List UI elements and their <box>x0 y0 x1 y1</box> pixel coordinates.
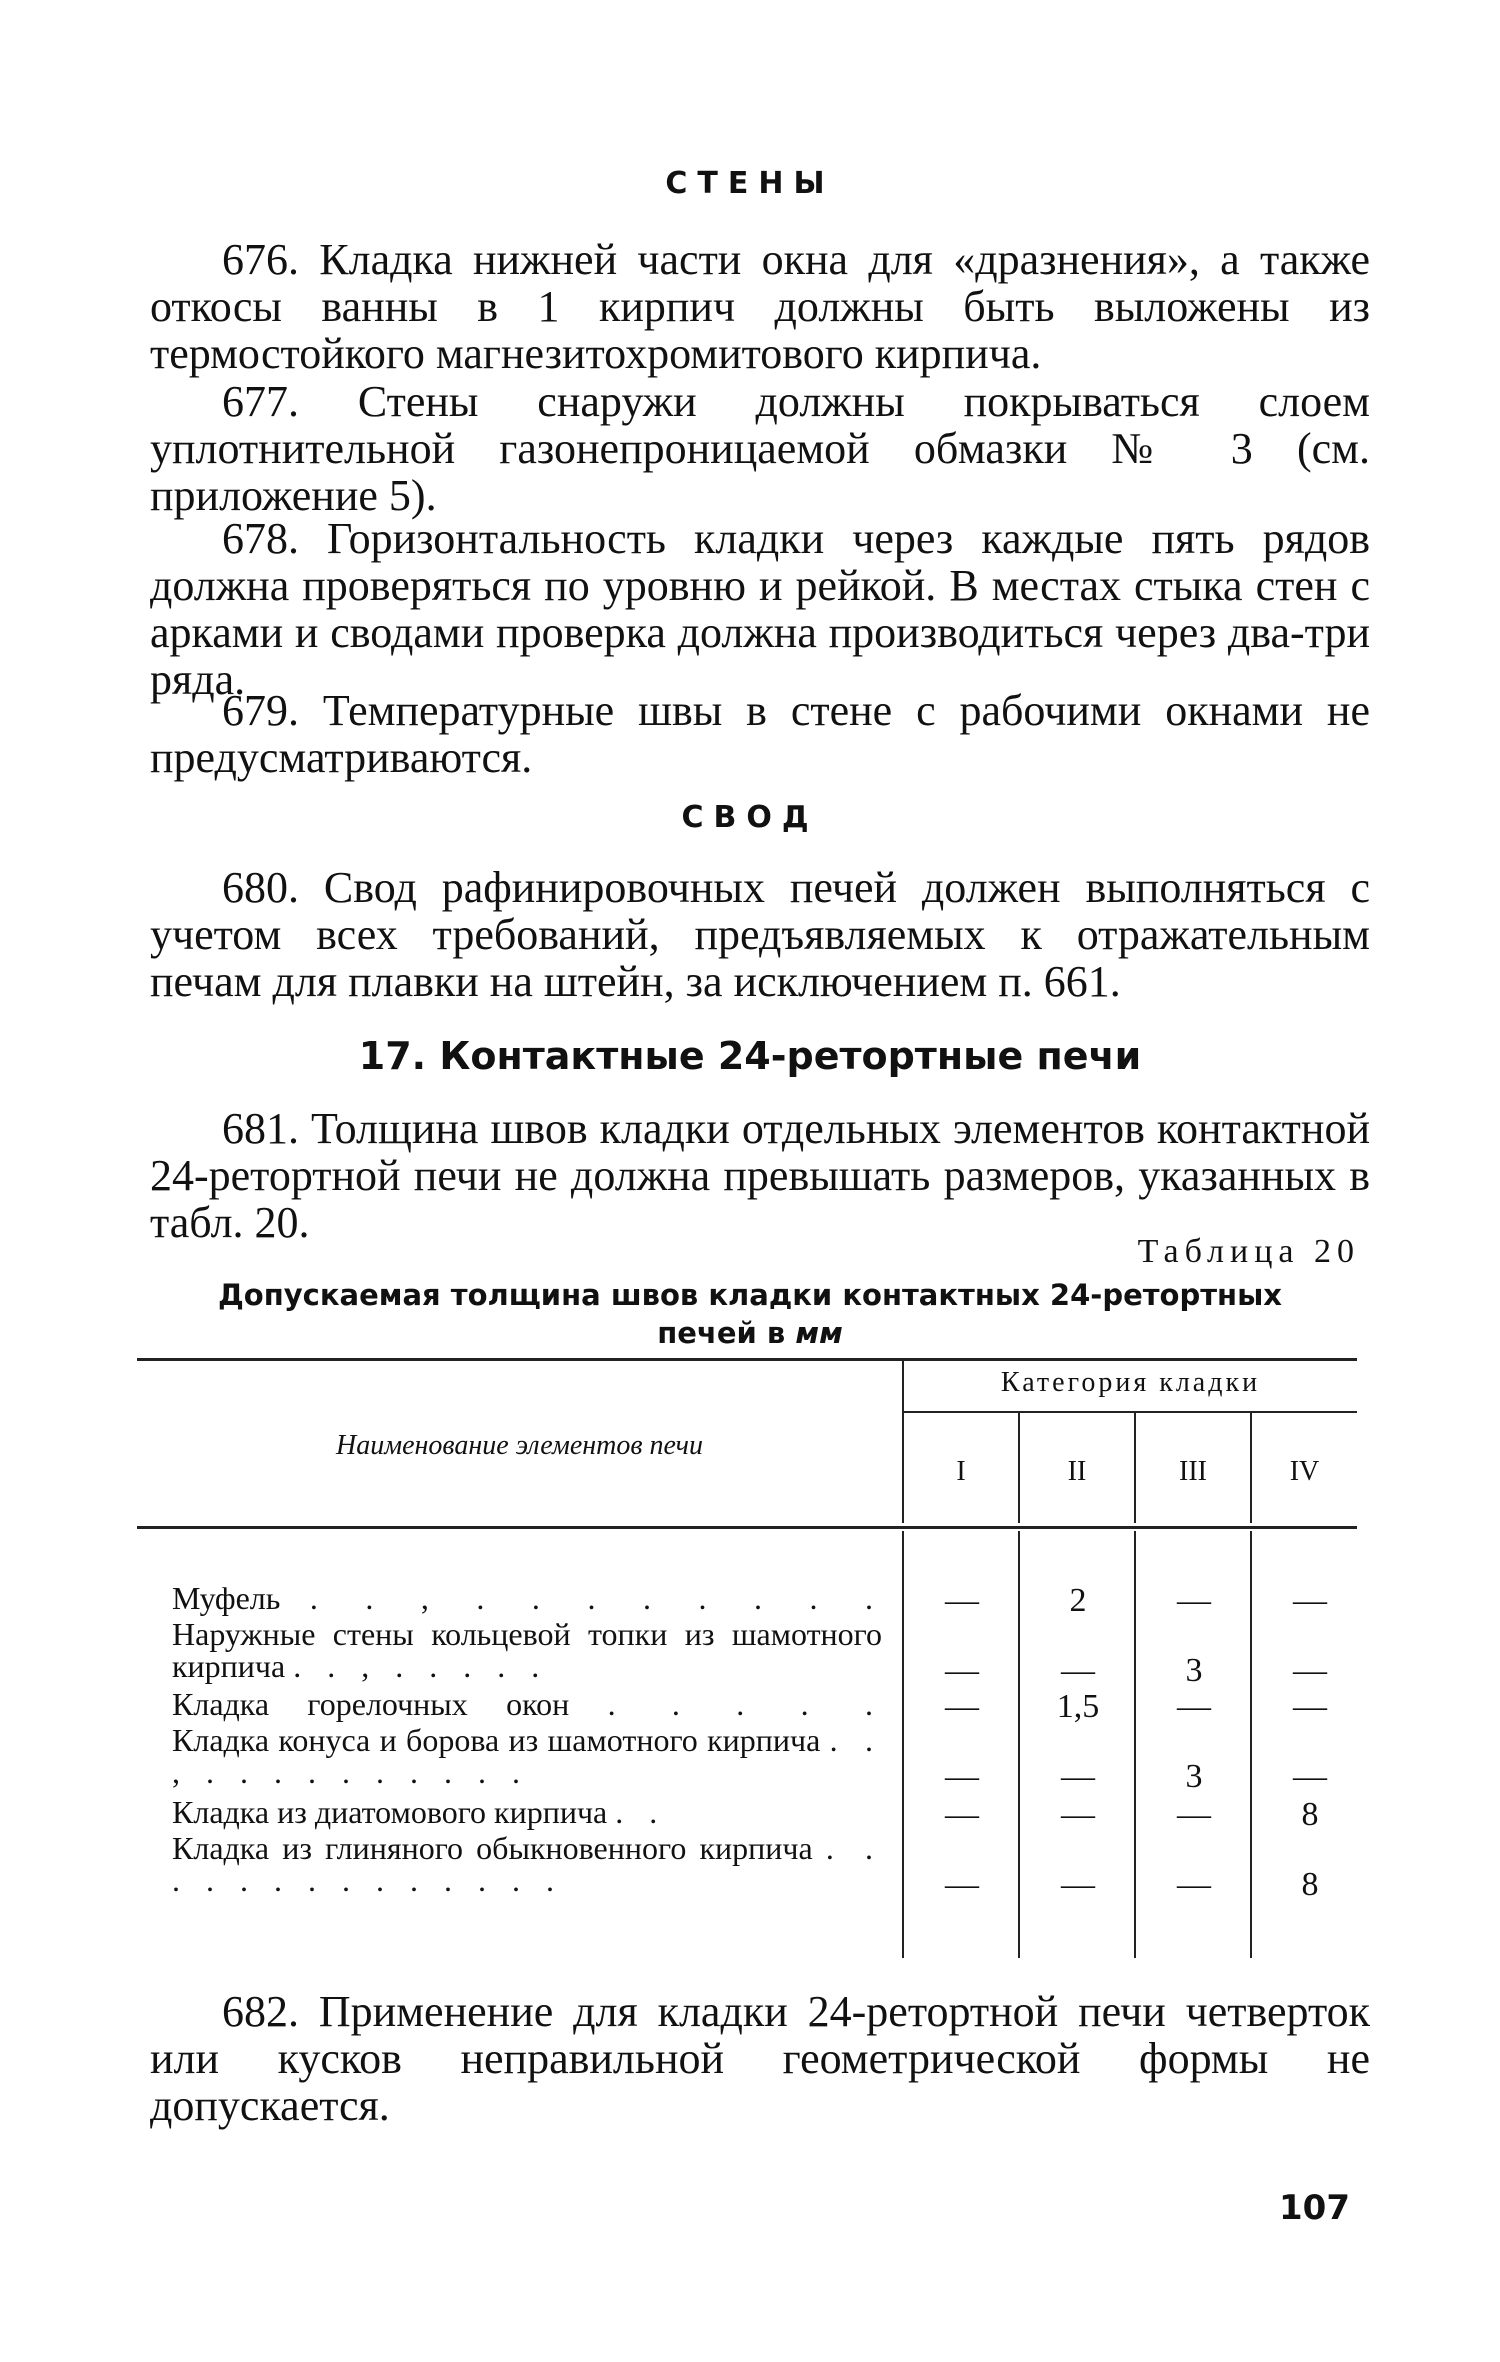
table-cell: — <box>1293 1688 1327 1725</box>
table-row-label: Муфель . . , . . . . . . . . <box>172 1580 883 1616</box>
table-cell: — <box>1061 1758 1095 1795</box>
page-number: 107 <box>1279 2188 1350 2228</box>
paragraph-676: 676. Кладка нижней части окна для «дразнения», а также откосы ванны в 1 кирпич должны быть выложены из термостойкого магнезитохромитового кирпича. <box>150 235 1370 378</box>
table-cell: — <box>1293 1652 1327 1689</box>
table-caption-main: Допускаемая толщина швов кладки контактных 24-ретортных печей в <box>217 1278 1283 1350</box>
table-top-rule <box>137 1358 1357 1361</box>
table-row-label: Кладка конуса и борова из шамотного кирпича . . , . . . . . . . . . . <box>172 1722 883 1790</box>
table-cell: — <box>1293 1582 1327 1619</box>
table-cell: 1,5 <box>1056 1688 1100 1725</box>
table-cell: — <box>1293 1758 1327 1795</box>
paragraph-678: 678. Горизонтальность кладки через каждые пять рядов должна проверяться по уровню и рейкой. В местах стыка стен с арками и сводами проверка должна производиться через два-три ряда. <box>150 514 1370 704</box>
table-cell: — <box>945 1796 979 1833</box>
table-cell: — <box>945 1688 979 1725</box>
table-cell: — <box>1177 1688 1211 1725</box>
category-header-i: I <box>956 1456 966 1487</box>
table-row-label: Кладка из диатомового кирпича . . <box>172 1794 667 1830</box>
column-header-name: Наименование элементов печи <box>336 1430 703 1461</box>
table-cell: 8 <box>1301 1866 1319 1903</box>
table-caption <box>190 1276 1310 1352</box>
table-cell: — <box>1061 1796 1095 1833</box>
table-cell: — <box>1177 1796 1211 1833</box>
table-caption-unit: мм <box>795 1316 843 1350</box>
vault-heading: СВОД <box>681 800 819 835</box>
category-header-iv: IV <box>1289 1456 1320 1487</box>
table-row-label: Кладка из глиняного обыкновенного кирпича . . . . . . . . . . . . . . <box>172 1830 883 1898</box>
paragraph-682: 682. Применение для кладки 24-ретортной печи четверток или кусков неправильной геометрической формы не допускается. <box>150 1987 1370 2130</box>
table-row-label: Кладка горелочных окон . . . . . <box>172 1686 883 1722</box>
table-cell: — <box>1177 1866 1211 1903</box>
table-cell: 3 <box>1185 1652 1203 1689</box>
table-cell: 8 <box>1301 1796 1319 1833</box>
category-header-rule <box>903 1411 1357 1413</box>
paragraph-679: 679. Температурные швы в стене с рабочими окнами не предусматриваются. <box>150 686 1370 782</box>
table-cell: — <box>945 1866 979 1903</box>
column-header-category: Категория кладки <box>1000 1367 1261 1398</box>
table-cell: 2 <box>1069 1582 1087 1619</box>
table-header-bottom-rule <box>137 1526 1357 1529</box>
section-title: 17. Контактные 24-ретортные печи <box>358 1034 1142 1078</box>
table-cell: — <box>945 1758 979 1795</box>
category-header-iii: III <box>1179 1456 1207 1487</box>
table-cell: — <box>945 1582 979 1619</box>
table-cell: — <box>1177 1582 1211 1619</box>
paragraph-681: 681. Толщина швов кладки отдельных элементов контактной 24-ретортной печи не должна превышать размеров, указанных в табл. 20. <box>150 1104 1370 1247</box>
paragraph-680: 680. Свод рафинировочных печей должен выполняться с учетом всех требований, предъявляемых к отражательным печам для плавки на штейн, за исключением п. 661. <box>150 863 1370 1006</box>
table-cell: — <box>945 1652 979 1689</box>
table-label: Таблица 20 <box>1137 1233 1360 1270</box>
category-header-ii: II <box>1067 1456 1087 1487</box>
paragraph-677: 677. Стены снаружи должны покрываться слоем уплотнительной газонепроницаемой обмазки № 3 (см. приложение 5). <box>150 377 1370 520</box>
table-cell: — <box>1061 1866 1095 1903</box>
walls-heading: СТЕНЫ <box>665 166 835 201</box>
table-cell: 3 <box>1185 1758 1203 1795</box>
table-cell: — <box>1061 1652 1095 1689</box>
table-row-label: Наружные стены кольцевой топки из шамотного кирпича . . , . . . . . <box>172 1616 882 1684</box>
